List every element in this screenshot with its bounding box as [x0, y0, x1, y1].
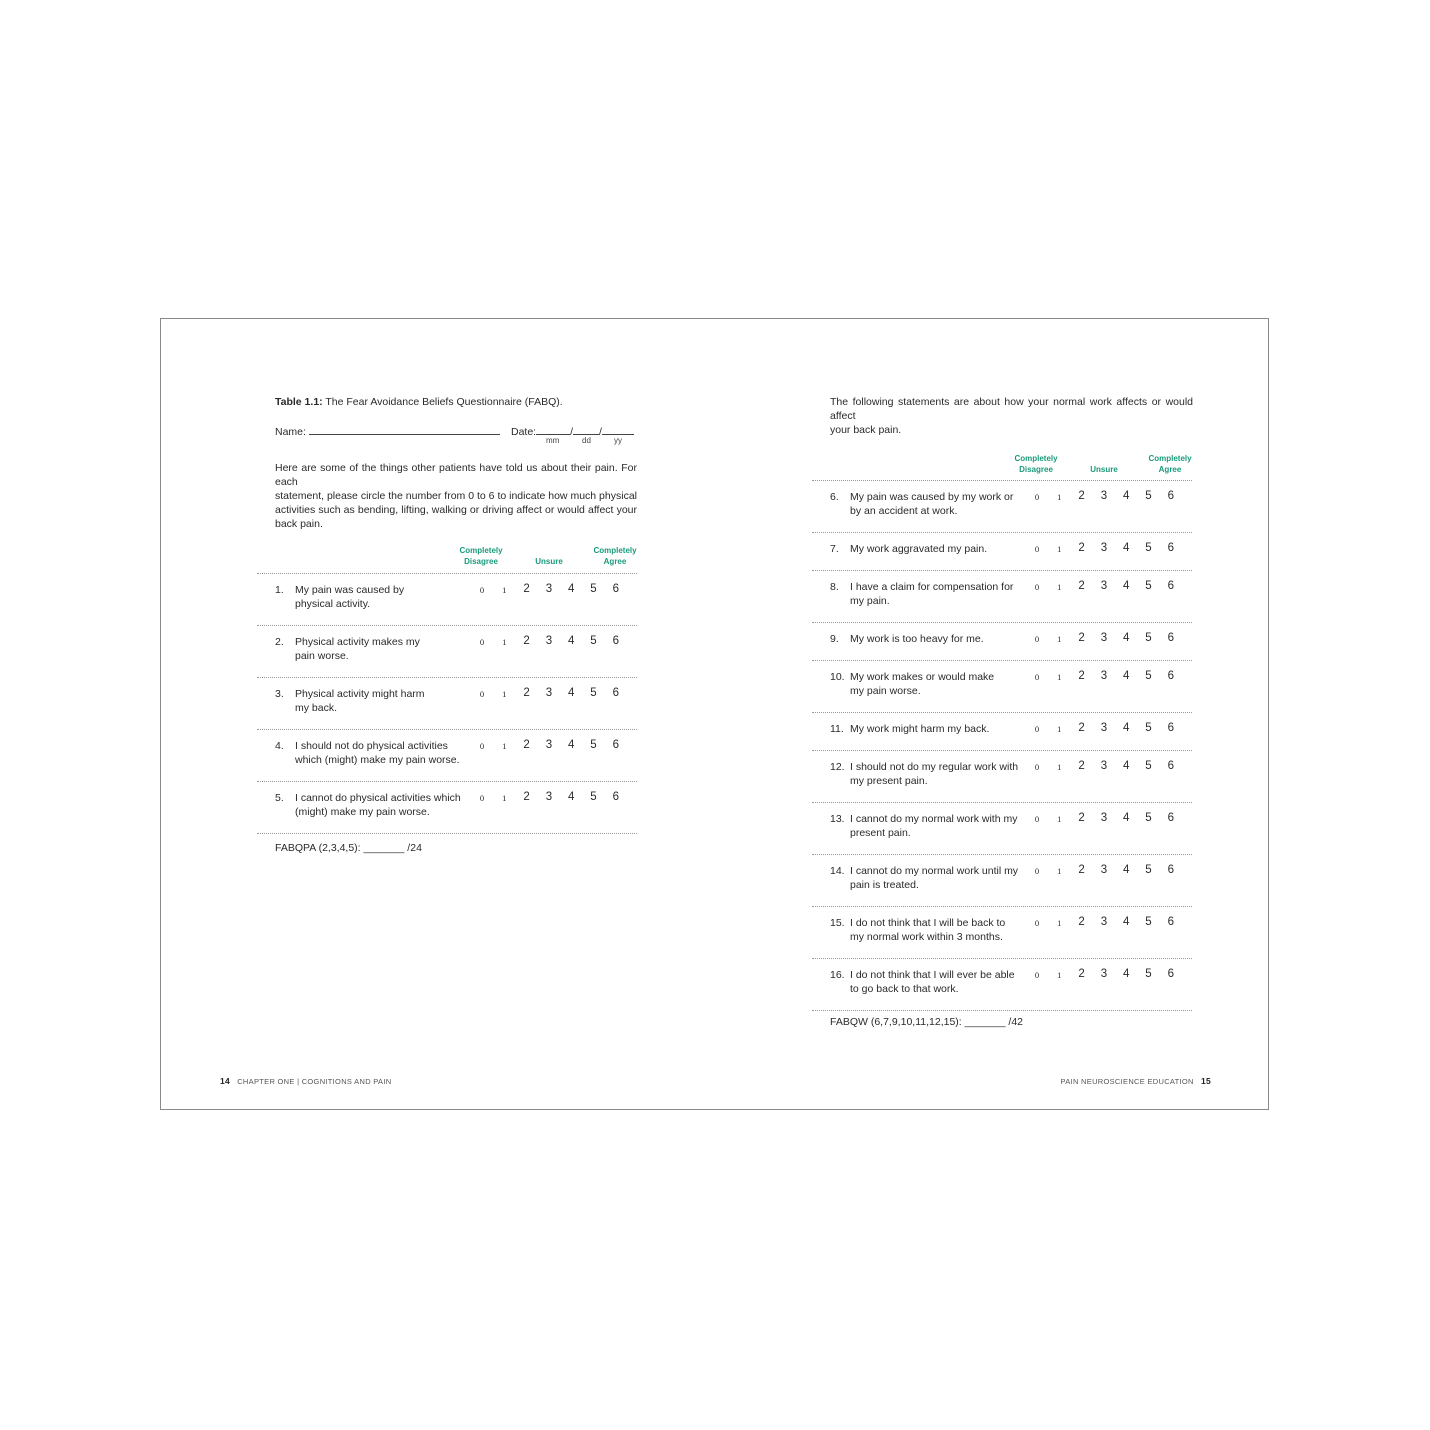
rating-option-6[interactable]: 6 [1167, 722, 1174, 734]
rating-option-2[interactable]: 2 [1078, 670, 1085, 682]
rating-option-4[interactable]: 4 [1122, 580, 1130, 592]
rating-option-2[interactable]: 2 [1078, 490, 1085, 502]
intro-line: Here are some of the things other patients have told us about their pain. For each [275, 462, 637, 488]
rating-option-4[interactable]: 4 [567, 791, 575, 803]
rating-option-5[interactable]: 5 [1145, 812, 1152, 824]
rating-option-6[interactable]: 6 [1167, 968, 1174, 980]
rating-option-1[interactable]: 1 [502, 741, 507, 751]
item-statement [850, 632, 984, 646]
row-divider [257, 833, 637, 834]
table-title: The Fear Avoidance Beliefs Questionnaire (FABQ). [322, 396, 563, 408]
item-statement [295, 687, 425, 715]
row-divider [257, 625, 637, 626]
item-statement-line: I should not do my regular work with [850, 761, 1019, 773]
rating-option-1[interactable]: 1 [1057, 724, 1062, 734]
item-statement-line: Physical activity might harm [295, 688, 425, 700]
scale-head-line: Agree [603, 557, 627, 566]
intro-line: The following statements are about how your normal work affects or would affect [830, 396, 1193, 422]
rating-option-6[interactable]: 6 [1167, 812, 1174, 824]
rating-option-0[interactable]: 0 [1034, 866, 1040, 876]
rating-option-0[interactable]: 0 [479, 689, 485, 699]
rating-option-6[interactable]: 6 [1167, 760, 1174, 772]
row-divider [812, 532, 1192, 533]
rating-option-6[interactable]: 6 [1167, 632, 1174, 644]
rating-option-1[interactable]: 1 [1057, 582, 1062, 592]
item-number: 16. [830, 969, 845, 981]
rating-option-5[interactable]: 5 [590, 687, 597, 699]
rating-option-4[interactable]: 4 [1122, 542, 1130, 554]
rating-option-4[interactable]: 4 [567, 687, 575, 699]
item-number: 10. [830, 671, 845, 683]
rating-option-2[interactable]: 2 [523, 635, 530, 647]
item-statement [295, 635, 420, 663]
rating-option-6[interactable]: 6 [1167, 916, 1174, 928]
row-divider [812, 802, 1192, 803]
rating-option-5[interactable]: 5 [590, 583, 597, 595]
rating-option-2[interactable]: 2 [1078, 812, 1085, 824]
item-statement [850, 580, 1013, 608]
item-number: 3. [275, 688, 284, 700]
item-statement-line: my present pain. [850, 775, 928, 787]
right-intro [830, 395, 1193, 437]
date-sep-1: / [570, 426, 574, 438]
item-statement-line: present pain. [850, 827, 911, 839]
scale-head-disagree [451, 545, 511, 567]
item-statement [295, 583, 404, 611]
item-statement [295, 739, 460, 767]
rating-option-6[interactable]: 6 [612, 791, 619, 803]
rating-option-6[interactable]: 6 [1167, 864, 1174, 876]
rating-option-2[interactable]: 2 [1078, 632, 1085, 644]
item-number: 13. [830, 813, 845, 825]
row-divider [257, 573, 637, 574]
rating-option-3[interactable]: 3 [1100, 490, 1108, 502]
rating-option-3[interactable]: 3 [545, 583, 553, 595]
row-divider [812, 958, 1192, 959]
item-statement [850, 864, 1018, 892]
row-divider [812, 750, 1192, 751]
intro-line: back pain. [275, 518, 323, 530]
rating-option-2[interactable]: 2 [1078, 968, 1085, 980]
rating-option-6[interactable]: 6 [1167, 580, 1174, 592]
rating-option-4[interactable]: 4 [1122, 760, 1130, 772]
rating-option-2[interactable]: 2 [523, 687, 530, 699]
row-divider [812, 1010, 1192, 1011]
item-statement-line: I have a claim for compensation for [850, 581, 1014, 593]
item-statement-line: I should not do physical activities [295, 740, 448, 752]
rating-option-5[interactable]: 5 [1145, 490, 1152, 502]
item-statement [850, 542, 987, 556]
rating-option-0[interactable]: 0 [479, 585, 485, 595]
item-statement-line: My work is too heavy for me. [850, 633, 984, 645]
rating-option-3[interactable]: 3 [545, 635, 553, 647]
scale-head-unsure: Unsure [535, 557, 563, 566]
rating-scale [1030, 916, 1190, 932]
rating-option-3[interactable]: 3 [1100, 670, 1108, 682]
item-statement [295, 791, 461, 819]
item-statement-line: pain worse. [295, 650, 349, 662]
rating-option-4[interactable]: 4 [567, 583, 575, 595]
left-intro [275, 461, 637, 531]
rating-option-6[interactable]: 6 [1167, 542, 1174, 554]
left-running-head: CHAPTER ONE | COGNITIONS AND PAIN [237, 1077, 392, 1086]
rating-option-0[interactable]: 0 [1034, 544, 1040, 554]
rating-scale [475, 635, 635, 651]
item-statement [850, 490, 1013, 518]
rating-option-1[interactable]: 1 [502, 585, 507, 595]
rating-scale [475, 583, 635, 599]
row-divider [257, 729, 637, 730]
rating-scale [1030, 542, 1190, 558]
item-statement-line: my pain worse. [850, 685, 921, 697]
date-dd-line[interactable] [573, 423, 599, 435]
item-number: 9. [830, 633, 839, 645]
rating-option-0[interactable]: 0 [479, 741, 485, 751]
rating-option-3[interactable]: 3 [1100, 812, 1108, 824]
rating-option-3[interactable]: 3 [1100, 968, 1108, 980]
rating-option-0[interactable]: 0 [1034, 762, 1040, 772]
rating-option-2[interactable]: 2 [1078, 542, 1085, 554]
rating-option-4[interactable]: 4 [1122, 864, 1130, 876]
rating-option-1[interactable]: 1 [502, 689, 507, 699]
name-label: Name: [275, 426, 306, 438]
rating-option-3[interactable]: 3 [1100, 632, 1108, 644]
rating-option-2[interactable]: 2 [523, 583, 530, 595]
item-statement-line: My work makes or would make [850, 671, 995, 683]
date-mm-caption: mm [546, 436, 560, 445]
rating-option-5[interactable]: 5 [1145, 916, 1152, 928]
item-statement-line: Physical activity makes my [295, 636, 420, 648]
rating-option-3[interactable]: 3 [545, 791, 553, 803]
rating-option-1[interactable]: 1 [1057, 492, 1062, 502]
scale-head-unsure: Unsure [1090, 465, 1118, 474]
row-divider [812, 854, 1192, 855]
rating-option-5[interactable]: 5 [1145, 580, 1152, 592]
item-number: 8. [830, 581, 839, 593]
item-statement-line: I cannot do my normal work with my [850, 813, 1018, 825]
rating-option-5[interactable]: 5 [1145, 864, 1152, 876]
row-divider [257, 677, 637, 678]
item-number: 1. [275, 584, 284, 596]
scale-head-line: Completely [593, 546, 637, 555]
right-footer [1041, 1076, 1211, 1086]
rating-option-0[interactable]: 0 [479, 793, 485, 803]
rating-option-2[interactable]: 2 [523, 739, 530, 751]
rating-option-0[interactable]: 0 [1034, 724, 1040, 734]
rating-option-1[interactable]: 1 [1057, 762, 1062, 772]
rating-option-5[interactable]: 5 [1145, 670, 1152, 682]
item-statement-line: physical activity. [295, 598, 371, 610]
item-statement-line: My work aggravated my pain. [850, 543, 988, 555]
item-number: 5. [275, 792, 284, 804]
table-label: Table 1.1: [275, 396, 323, 408]
rating-option-6[interactable]: 6 [612, 687, 619, 699]
intro-line: your back pain. [830, 424, 902, 436]
item-number: 12. [830, 761, 845, 773]
rating-option-0[interactable]: 0 [1034, 634, 1040, 644]
fabqpa-score: FABQPA (2,3,4,5): _______ /24 [275, 842, 422, 854]
item-statement-line: pain is treated. [850, 879, 919, 891]
item-statement-line: I cannot do physical activities which [295, 792, 461, 804]
rating-option-4[interactable]: 4 [567, 739, 575, 751]
rating-option-2[interactable]: 2 [1078, 864, 1085, 876]
item-statement-line: by an accident at work. [850, 505, 958, 517]
left-footer [220, 1076, 391, 1086]
right-page-number: 15 [1200, 1076, 1211, 1086]
rating-option-5[interactable]: 5 [1145, 968, 1152, 980]
rating-scale [475, 791, 635, 807]
rating-option-0[interactable]: 0 [1034, 970, 1040, 980]
scale-head-disagree [1006, 453, 1066, 475]
item-statement-line: to go back to that work. [850, 983, 959, 995]
item-statement-line: I do not think that I will ever be able [850, 969, 1015, 981]
rating-option-3[interactable]: 3 [545, 739, 553, 751]
rating-option-6[interactable]: 6 [612, 635, 619, 647]
rating-option-4[interactable]: 4 [567, 635, 575, 647]
name-field[interactable] [275, 423, 500, 439]
row-divider [812, 712, 1192, 713]
date-sep-2: / [599, 426, 602, 438]
rating-option-5[interactable]: 5 [590, 791, 597, 803]
rating-option-5[interactable]: 5 [1145, 760, 1152, 772]
book-spread [160, 318, 1269, 1110]
item-statement [850, 812, 1017, 840]
rating-option-0[interactable]: 0 [1034, 918, 1040, 928]
scale-head-line: Completely [1014, 454, 1058, 463]
rating-option-2[interactable]: 2 [523, 791, 530, 803]
rating-option-0[interactable]: 0 [1034, 582, 1040, 592]
row-divider [812, 906, 1192, 907]
rating-option-3[interactable]: 3 [1100, 580, 1108, 592]
rating-option-3[interactable]: 3 [1100, 760, 1108, 772]
left-page-number: 14 [220, 1076, 231, 1086]
rating-option-1[interactable]: 1 [502, 793, 507, 803]
rating-scale [475, 687, 635, 703]
item-statement-line: (might) make my pain worse. [295, 806, 430, 818]
rating-option-2[interactable]: 2 [1078, 916, 1085, 928]
item-statement-line: I cannot do my normal work until my [850, 865, 1019, 877]
item-number: 4. [275, 740, 284, 752]
row-divider [812, 480, 1192, 481]
rating-option-5[interactable]: 5 [1145, 722, 1152, 734]
rating-option-3[interactable]: 3 [1100, 722, 1108, 734]
intro-line: statement, please circle the number from 0 to 6 to indicate how much physical [275, 490, 637, 502]
rating-scale [1030, 812, 1190, 828]
rating-option-0[interactable]: 0 [479, 637, 485, 647]
rating-option-3[interactable]: 3 [1100, 864, 1108, 876]
item-statement [850, 670, 994, 698]
item-number: 15. [830, 917, 845, 929]
item-statement-line: my pain. [850, 595, 890, 607]
rating-option-5[interactable]: 5 [590, 635, 597, 647]
rating-option-3[interactable]: 3 [1100, 916, 1108, 928]
item-statement-line: My pain was caused by my work or [850, 491, 1014, 503]
rating-option-3[interactable]: 3 [1100, 542, 1108, 554]
rating-option-2[interactable]: 2 [1078, 722, 1085, 734]
rating-option-1[interactable]: 1 [1057, 970, 1062, 980]
scale-head-line: Agree [1158, 465, 1182, 474]
rating-option-6[interactable]: 6 [1167, 490, 1174, 502]
scale-head-line: Completely [1148, 454, 1192, 463]
date-yy-line[interactable] [602, 423, 634, 435]
item-statement [850, 968, 1015, 996]
rating-option-4[interactable]: 4 [1122, 812, 1130, 824]
item-number: 6. [830, 491, 839, 503]
item-number: 14. [830, 865, 845, 877]
rating-option-4[interactable]: 4 [1122, 490, 1130, 502]
rating-option-0[interactable]: 0 [1034, 672, 1040, 682]
item-statement [850, 916, 1005, 944]
row-divider [812, 660, 1192, 661]
rating-option-1[interactable]: 1 [1057, 814, 1062, 824]
item-statement-line: My pain was caused by [295, 584, 405, 596]
rating-option-0[interactable]: 0 [1034, 814, 1040, 824]
rating-option-4[interactable]: 4 [1122, 632, 1130, 644]
scale-head-line: Disagree [1019, 465, 1053, 474]
rating-scale [1030, 968, 1190, 984]
rating-option-1[interactable]: 1 [502, 637, 507, 647]
intro-line: activities such as bending, lifting, walking or driving affect or would affect your [275, 504, 637, 516]
date-mm-line[interactable] [536, 423, 570, 435]
item-statement [850, 722, 989, 736]
scale-head-agree [589, 545, 641, 567]
row-divider [812, 570, 1192, 571]
rating-option-2[interactable]: 2 [1078, 580, 1085, 592]
rating-option-4[interactable]: 4 [1122, 916, 1130, 928]
scale-head-line: Completely [459, 546, 503, 555]
rating-option-6[interactable]: 6 [612, 583, 619, 595]
date-dd-caption: dd [582, 436, 591, 445]
rating-option-1[interactable]: 1 [1057, 634, 1062, 644]
scale-head-line: Disagree [464, 557, 498, 566]
row-divider [812, 622, 1192, 623]
rating-option-2[interactable]: 2 [1078, 760, 1085, 772]
item-statement-line: which (might) make my pain worse. [295, 754, 460, 766]
item-statement-line: My work might harm my back. [850, 723, 990, 735]
rating-option-1[interactable]: 1 [1057, 866, 1062, 876]
rating-scale [1030, 864, 1190, 880]
item-number: 2. [275, 636, 284, 648]
rating-scale [1030, 490, 1190, 506]
item-statement-line: my back. [295, 702, 338, 714]
rating-scale [1030, 632, 1190, 648]
rating-scale [475, 739, 635, 755]
date-label: Date: [511, 426, 537, 438]
rating-option-5[interactable]: 5 [590, 739, 597, 751]
scale-head-agree [1144, 453, 1196, 475]
rating-option-6[interactable]: 6 [612, 739, 619, 751]
table-caption [275, 395, 563, 409]
fabqw-score: FABQW (6,7,9,10,11,12,15): _______ /42 [830, 1016, 1024, 1028]
name-line[interactable] [309, 423, 500, 435]
rating-option-5[interactable]: 5 [1145, 542, 1152, 554]
item-number: 11. [830, 723, 844, 735]
rating-scale [1030, 670, 1190, 686]
rating-scale [1030, 722, 1190, 738]
right-running-head: PAIN NEUROSCIENCE EDUCATION [1060, 1077, 1194, 1086]
item-statement-line: my normal work within 3 months. [850, 931, 1003, 943]
rating-option-4[interactable]: 4 [1122, 968, 1130, 980]
rating-option-4[interactable]: 4 [1122, 670, 1130, 682]
rating-scale [1030, 760, 1190, 776]
rating-option-1[interactable]: 1 [1057, 672, 1062, 682]
item-statement-line: I do not think that I will be back to [850, 917, 1006, 929]
rating-scale [1030, 580, 1190, 596]
row-divider [257, 781, 637, 782]
rating-option-6[interactable]: 6 [1167, 670, 1174, 682]
rating-option-0[interactable]: 0 [1034, 492, 1040, 502]
rating-option-3[interactable]: 3 [545, 687, 553, 699]
rating-option-4[interactable]: 4 [1122, 722, 1130, 734]
item-number: 7. [830, 543, 839, 555]
item-statement [850, 760, 1018, 788]
rating-option-1[interactable]: 1 [1057, 544, 1062, 554]
rating-option-5[interactable]: 5 [1145, 632, 1152, 644]
rating-option-1[interactable]: 1 [1057, 918, 1062, 928]
date-yy-caption: yy [614, 436, 622, 445]
